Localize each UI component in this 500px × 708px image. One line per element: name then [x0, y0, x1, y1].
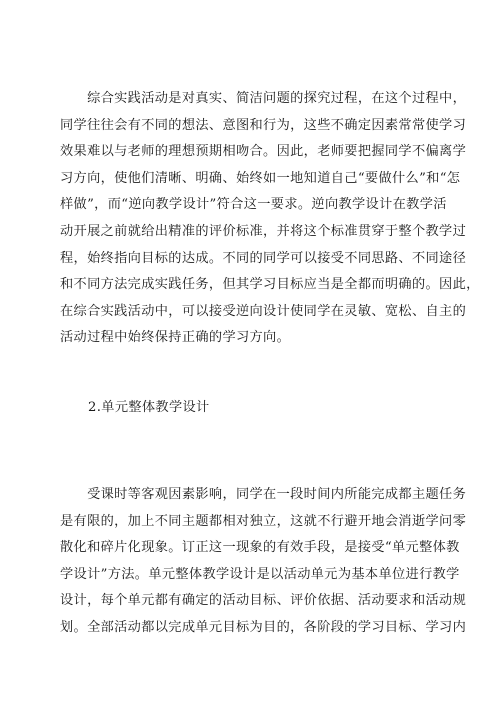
text-line: 活动过程中始终保持正确的学习方向。: [60, 330, 291, 346]
text-line: 在综合实践活动中，可以接受逆向设计使同学在灵敏、宽松、自主的: [60, 303, 467, 319]
paragraph-unit-design: [60, 482, 467, 642]
text-line: 是有限的，加上不同主题都相对独立，这就不行避开地会消逝学问零: [60, 513, 467, 529]
text-line: 效果难以与老师的理想预期相吻合。因此，老师要把握同学不偏离学: [60, 144, 467, 160]
text-line: 设计，每个单元都有确定的活动目标、评价依据、活动要求和活动规: [60, 593, 467, 609]
text-line: 程，始终指向目标的达成。不同的同学可以接受不同思路、不同途径: [60, 250, 467, 266]
text-line: 习方向，使他们清晰、明确、始终如一地知道自己“要做什么”和“怎: [60, 170, 461, 186]
paragraph-reverse-design: [60, 86, 480, 352]
text-line: 同学往往会有不同的想法、意图和行为，这些不确定因素常常使学习: [60, 117, 467, 133]
text-line: 划。全部活动都以完成单元目标为目的，各阶段的学习目标、学习内: [60, 619, 467, 635]
section-heading: 2.单元整体教学设计: [88, 400, 210, 415]
text-line: 和不同方法完成实践任务，但其学习目标应当是全都而明确的。因此，: [60, 277, 480, 293]
text-line: 综合实践活动是对真实、简洁问题的探究过程，在这个过程中，: [60, 91, 467, 106]
text-line: 样做”，而“逆向教学设计”符合这一要求。逆向教学设计在教学活: [60, 197, 447, 213]
text-line: 散化和碎片化现象。订正这一现象的有效手段，是接受“单元整体教: [60, 540, 460, 556]
text-line: 动开展之前就给出精准的评价标准，并将这个标准贯穿于整个教学过: [60, 223, 467, 239]
text-line: 学设计”方法。单元整体教学设计是以活动单元为基本单位进行教学: [60, 566, 460, 582]
text-line: 受课时等客观因素影响，同学在一段时间内所能完成都主题任务: [60, 487, 467, 502]
